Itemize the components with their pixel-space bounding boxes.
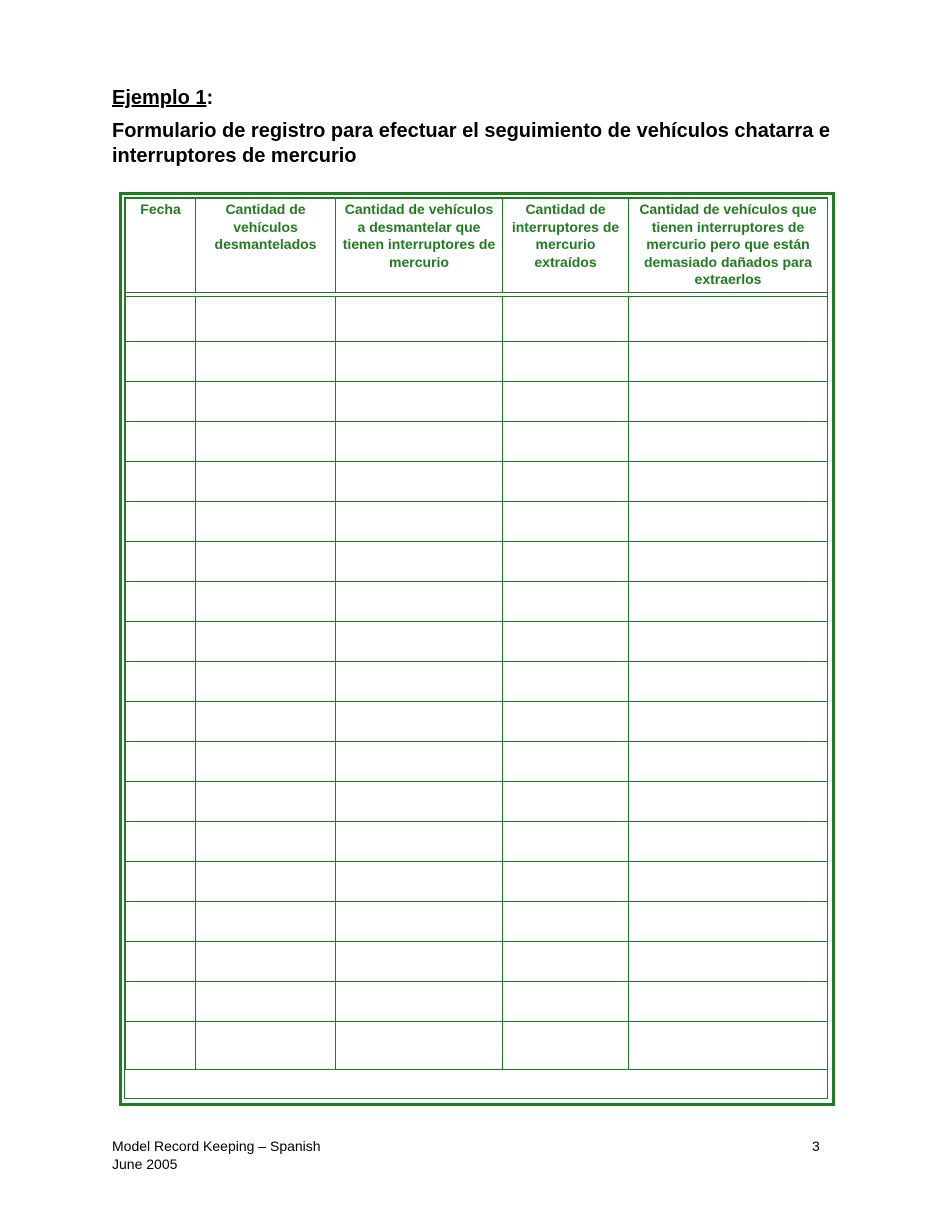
table-cell[interactable] <box>126 542 196 582</box>
table-cell[interactable] <box>503 342 629 382</box>
table-row <box>126 382 828 422</box>
table-cell[interactable] <box>196 782 336 822</box>
table-cell[interactable] <box>503 542 629 582</box>
table-cell[interactable] <box>629 462 828 502</box>
table-cell[interactable] <box>629 822 828 862</box>
table-cell[interactable] <box>503 942 629 982</box>
table-row <box>126 422 828 462</box>
table-cell[interactable] <box>629 382 828 422</box>
header-with-switches-count: Cantidad de vehículos a desmantelar que tienen interruptores de mercurio <box>336 199 503 293</box>
table-row <box>126 462 828 502</box>
table-cell[interactable] <box>196 542 336 582</box>
table-row <box>126 582 828 622</box>
table-row <box>126 942 828 982</box>
table-cell[interactable] <box>503 742 629 782</box>
table-cell[interactable] <box>629 422 828 462</box>
table-cell[interactable] <box>196 422 336 462</box>
table-cell[interactable] <box>196 582 336 622</box>
table-cell[interactable] <box>503 1022 629 1070</box>
table-cell[interactable] <box>336 462 503 502</box>
table-cell[interactable] <box>126 502 196 542</box>
form-title: Formulario de registro para efectuar el seguimiento de vehículos chatarra e interruptores de mercurio <box>112 120 831 167</box>
table-cell[interactable] <box>196 662 336 702</box>
record-table <box>125 198 828 1070</box>
table-cell[interactable] <box>126 782 196 822</box>
table-row <box>126 862 828 902</box>
table-cell[interactable] <box>126 342 196 382</box>
example-colon: : <box>206 87 214 109</box>
table-cell[interactable] <box>196 502 336 542</box>
table-cell[interactable] <box>126 582 196 622</box>
table-cell[interactable] <box>126 982 196 1022</box>
table-cell[interactable] <box>336 982 503 1022</box>
table-cell[interactable] <box>629 742 828 782</box>
table-row <box>126 902 828 942</box>
table-cell[interactable] <box>336 782 503 822</box>
table-cell[interactable] <box>629 502 828 542</box>
table-cell[interactable] <box>336 622 503 662</box>
record-rows <box>126 297 828 1070</box>
table-cell[interactable] <box>126 862 196 902</box>
table-row <box>126 662 828 702</box>
table-row <box>126 622 828 662</box>
table-row <box>126 297 828 342</box>
record-table-frame <box>119 192 835 1106</box>
header-fecha: Fecha <box>126 199 196 293</box>
table-cell[interactable] <box>126 662 196 702</box>
table-cell[interactable] <box>196 342 336 382</box>
table-cell[interactable] <box>126 742 196 782</box>
table-cell[interactable] <box>126 702 196 742</box>
table-cell[interactable] <box>629 862 828 902</box>
table-cell[interactable] <box>196 942 336 982</box>
table-row <box>126 702 828 742</box>
table-cell[interactable] <box>629 342 828 382</box>
table-cell[interactable] <box>629 662 828 702</box>
table-cell[interactable] <box>126 422 196 462</box>
table-row <box>126 542 828 582</box>
table-cell[interactable] <box>126 902 196 942</box>
table-cell[interactable] <box>126 382 196 422</box>
table-cell[interactable] <box>503 782 629 822</box>
table-cell[interactable] <box>336 662 503 702</box>
table-cell[interactable] <box>503 382 629 422</box>
footer-date: June 2005 <box>112 1156 178 1172</box>
table-cell[interactable] <box>196 742 336 782</box>
table-row <box>126 742 828 782</box>
table-cell[interactable] <box>196 862 336 902</box>
example-heading <box>112 86 213 110</box>
table-cell[interactable] <box>503 622 629 662</box>
table-cell[interactable] <box>126 1022 196 1070</box>
table-cell[interactable] <box>196 982 336 1022</box>
footer <box>112 1137 321 1173</box>
table-cell[interactable] <box>336 542 503 582</box>
table-cell[interactable] <box>503 502 629 542</box>
table-cell[interactable] <box>629 982 828 1022</box>
table-row <box>126 782 828 822</box>
table-cell[interactable] <box>196 1022 336 1070</box>
table-cell[interactable] <box>336 702 503 742</box>
table-cell[interactable] <box>336 342 503 382</box>
table-row <box>126 982 828 1022</box>
table-cell[interactable] <box>196 622 336 662</box>
table-cell[interactable] <box>336 297 503 342</box>
table-cell[interactable] <box>629 542 828 582</box>
table-cell[interactable] <box>629 702 828 742</box>
table-cell[interactable] <box>196 902 336 942</box>
table-cell[interactable] <box>336 942 503 982</box>
table-cell[interactable] <box>126 822 196 862</box>
table-cell[interactable] <box>629 782 828 822</box>
table-cell[interactable] <box>196 382 336 422</box>
header-switches-removed: Cantidad de interruptores de mercurio extraídos <box>503 199 629 293</box>
table-cell[interactable] <box>336 862 503 902</box>
table-cell[interactable] <box>336 902 503 942</box>
table-row <box>126 342 828 382</box>
header-dismantled-count: Cantidad de vehículos desmantelados <box>196 199 336 293</box>
table-cell[interactable] <box>503 862 629 902</box>
footer-doc-title: Model Record Keeping – Spanish <box>112 1138 321 1154</box>
table-cell[interactable] <box>196 702 336 742</box>
table-cell[interactable] <box>196 462 336 502</box>
header-too-damaged: Cantidad de vehículos que tienen interruptores de mercurio pero que están demasiado dañados para extraerlos <box>629 199 828 293</box>
table-cell[interactable] <box>503 297 629 342</box>
table-row <box>126 502 828 542</box>
record-table-inner <box>124 197 828 1099</box>
table-cell[interactable] <box>336 382 503 422</box>
table-cell[interactable] <box>336 1022 503 1070</box>
table-cell[interactable] <box>196 822 336 862</box>
table-cell[interactable] <box>126 462 196 502</box>
table-cell[interactable] <box>336 582 503 622</box>
example-label: Ejemplo 1 <box>112 87 207 109</box>
table-cell[interactable] <box>336 742 503 782</box>
table-cell[interactable] <box>196 297 336 342</box>
page-number: 3 <box>812 1138 820 1154</box>
table-row <box>126 822 828 862</box>
table-cell[interactable] <box>503 822 629 862</box>
table-cell[interactable] <box>629 297 828 342</box>
table-cell[interactable] <box>629 582 828 622</box>
table-cell[interactable] <box>126 622 196 662</box>
header-row <box>126 199 828 293</box>
table-cell[interactable] <box>336 822 503 862</box>
table-cell[interactable] <box>336 422 503 462</box>
table-cell[interactable] <box>126 297 196 342</box>
table-row <box>126 1022 828 1070</box>
table-cell[interactable] <box>503 462 629 502</box>
table-cell[interactable] <box>503 582 629 622</box>
table-cell[interactable] <box>629 622 828 662</box>
table-cell[interactable] <box>503 902 629 942</box>
table-cell[interactable] <box>503 662 629 702</box>
table-cell[interactable] <box>336 502 503 542</box>
table-cell[interactable] <box>629 942 828 982</box>
table-cell[interactable] <box>503 422 629 462</box>
table-cell[interactable] <box>126 942 196 982</box>
table-cell[interactable] <box>503 982 629 1022</box>
table-cell[interactable] <box>629 902 828 942</box>
table-cell[interactable] <box>503 702 629 742</box>
table-cell[interactable] <box>629 1022 828 1070</box>
